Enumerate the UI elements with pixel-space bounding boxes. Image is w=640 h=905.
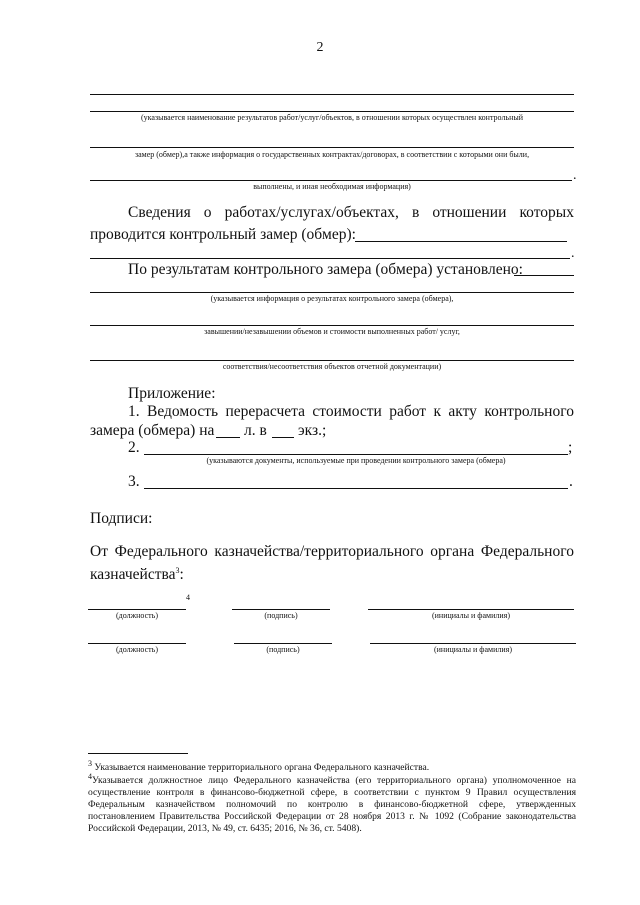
results-caption-3: соответствия/несоответствия объектов отчетной документации): [222, 362, 442, 371]
copies-blank: [272, 437, 294, 438]
results-heading: По результатам контрольного замера (обмера) установлено:: [128, 261, 523, 278]
footnote-3-text: Указывается наименование территориального органа Федерального казначейства.: [92, 762, 430, 774]
appendix-item-1-line-2-a: замера (обмера) на: [90, 422, 215, 439]
sheets-blank: [216, 437, 240, 438]
footnote-4-number: 4: [88, 772, 92, 781]
appendix-item-1-line-2-b: л. в: [244, 422, 267, 439]
treasury-word: казначейства/территориального: [214, 543, 424, 560]
top-caption-2: замер (обмер),а также информация о государственных контрактах/договорах, в соответствии с которыми они были,: [134, 150, 530, 159]
blank-line-3: [90, 147, 574, 148]
treasury-colon: :: [179, 566, 184, 584]
appendix-word: контрольного: [484, 403, 574, 420]
treasury-word: Федерального: [480, 543, 574, 560]
footnote-4-text: Указывается должностное лицо Федерального казначейства (его территориального органа) уполномоченное на осуществление контроля в финансово-бюджетной сфере, в соответствии с пунктом 9 Правил осуществления Федеральным казначейством полномочий по контролю в финансово-бюджетной сфере, утвержденных постановлением Правительства Российской Федерации от 28 ноября 2013 г. № 1092 (Собрание законодательства Российской Федерации, 2013, № 49, ст. 6435; 2016, № 36, ст. 5408).: [88, 775, 576, 835]
appendix-word: акту: [448, 403, 477, 420]
treasury-line-1: [90, 542, 574, 562]
info-fill-line: [355, 241, 567, 242]
appendix-word: работ: [389, 403, 427, 420]
name-caption-2: (инициалы и фамилия): [433, 645, 513, 654]
footnote-ref-3[interactable]: 3: [175, 566, 180, 575]
appendix-word: Ведомость: [147, 403, 219, 420]
info-end-dot: .: [571, 246, 575, 261]
appendix-word: к: [433, 403, 441, 420]
signature-line-2: [234, 643, 332, 644]
appendix-item-2-end: ;: [568, 439, 573, 456]
signature-line-1: [232, 609, 330, 610]
treasury-line-2: [90, 561, 184, 585]
appendix-item-1-line-2-c: экз.;: [298, 422, 327, 439]
name-line-1: [368, 609, 574, 610]
position-caption-1: (должность): [116, 611, 158, 620]
footnote-separator: [88, 753, 188, 754]
name-caption-1: (инициалы и фамилия): [431, 611, 511, 620]
info-word: которых: [519, 204, 574, 221]
top-caption-3: выполнены, и иная необходимая информация): [253, 182, 411, 191]
page-number: 2: [316, 40, 324, 55]
results-line-1: [90, 292, 574, 293]
footnote-3-number: 3: [88, 759, 92, 768]
treasury-word: органа: [430, 543, 475, 560]
top-end-dot: .: [573, 168, 577, 183]
appendix-item-3-line: [144, 488, 568, 489]
info-word: Сведения: [128, 204, 191, 221]
appendix-item-2-caption: (указываются документы, используемые при проведении контрольного замера (обмера): [206, 456, 506, 465]
footnote-4: [88, 771, 576, 835]
appendix-item-2-line: [144, 454, 568, 455]
results-caption-2: завышении/незавышении объемов и стоимости выполненных работ/ услуг,: [204, 327, 460, 336]
name-line-2: [370, 643, 576, 644]
info-blank-line: [90, 258, 570, 259]
info-line-1: [128, 203, 574, 223]
signatures-heading: Подписи:: [90, 510, 153, 527]
footnote-ref-4[interactable]: 4: [186, 593, 190, 602]
info-line-2: проводится контрольный замер (обмер):: [90, 226, 356, 243]
blank-line-4: [90, 180, 572, 181]
info-word: отношении: [432, 204, 507, 221]
treasury-word: Федерального: [114, 543, 208, 560]
position-caption-2: (должность): [116, 645, 158, 654]
appendix-word: 1.: [128, 403, 140, 420]
top-caption-1: (указывается наименование результатов работ/услуг/объектов, в отношении которых осуществлен контрольный: [140, 113, 524, 122]
appendix-item-3-end: .: [569, 473, 573, 490]
appendix-word: стоимости: [312, 403, 382, 420]
position-line-1: [88, 609, 186, 610]
results-line-3: [90, 360, 574, 361]
results-caption-1: (указывается информация о результатах контрольного замера (обмера),: [210, 294, 454, 303]
signature-caption-1: (подпись): [264, 611, 298, 620]
treasury-word-last: казначейства: [90, 566, 176, 584]
blank-line-top: [90, 94, 574, 95]
blank-line-2: [90, 111, 574, 112]
treasury-word: От: [90, 543, 108, 560]
results-fill-line: [514, 275, 574, 276]
signature-caption-2: (подпись): [266, 645, 300, 654]
info-word: о: [203, 204, 212, 221]
appendix-item-2-num: 2.: [128, 439, 140, 456]
info-word: в: [411, 204, 420, 221]
appendix-item-1-line-1: [128, 402, 574, 422]
appendix-heading: Приложение:: [128, 385, 216, 402]
info-word: работах/услугах/объектах,: [224, 204, 399, 221]
appendix-word: перерасчета: [225, 403, 305, 420]
position-line-2: [88, 643, 186, 644]
appendix-item-3-num: 3.: [128, 473, 140, 490]
results-line-2: [90, 325, 574, 326]
